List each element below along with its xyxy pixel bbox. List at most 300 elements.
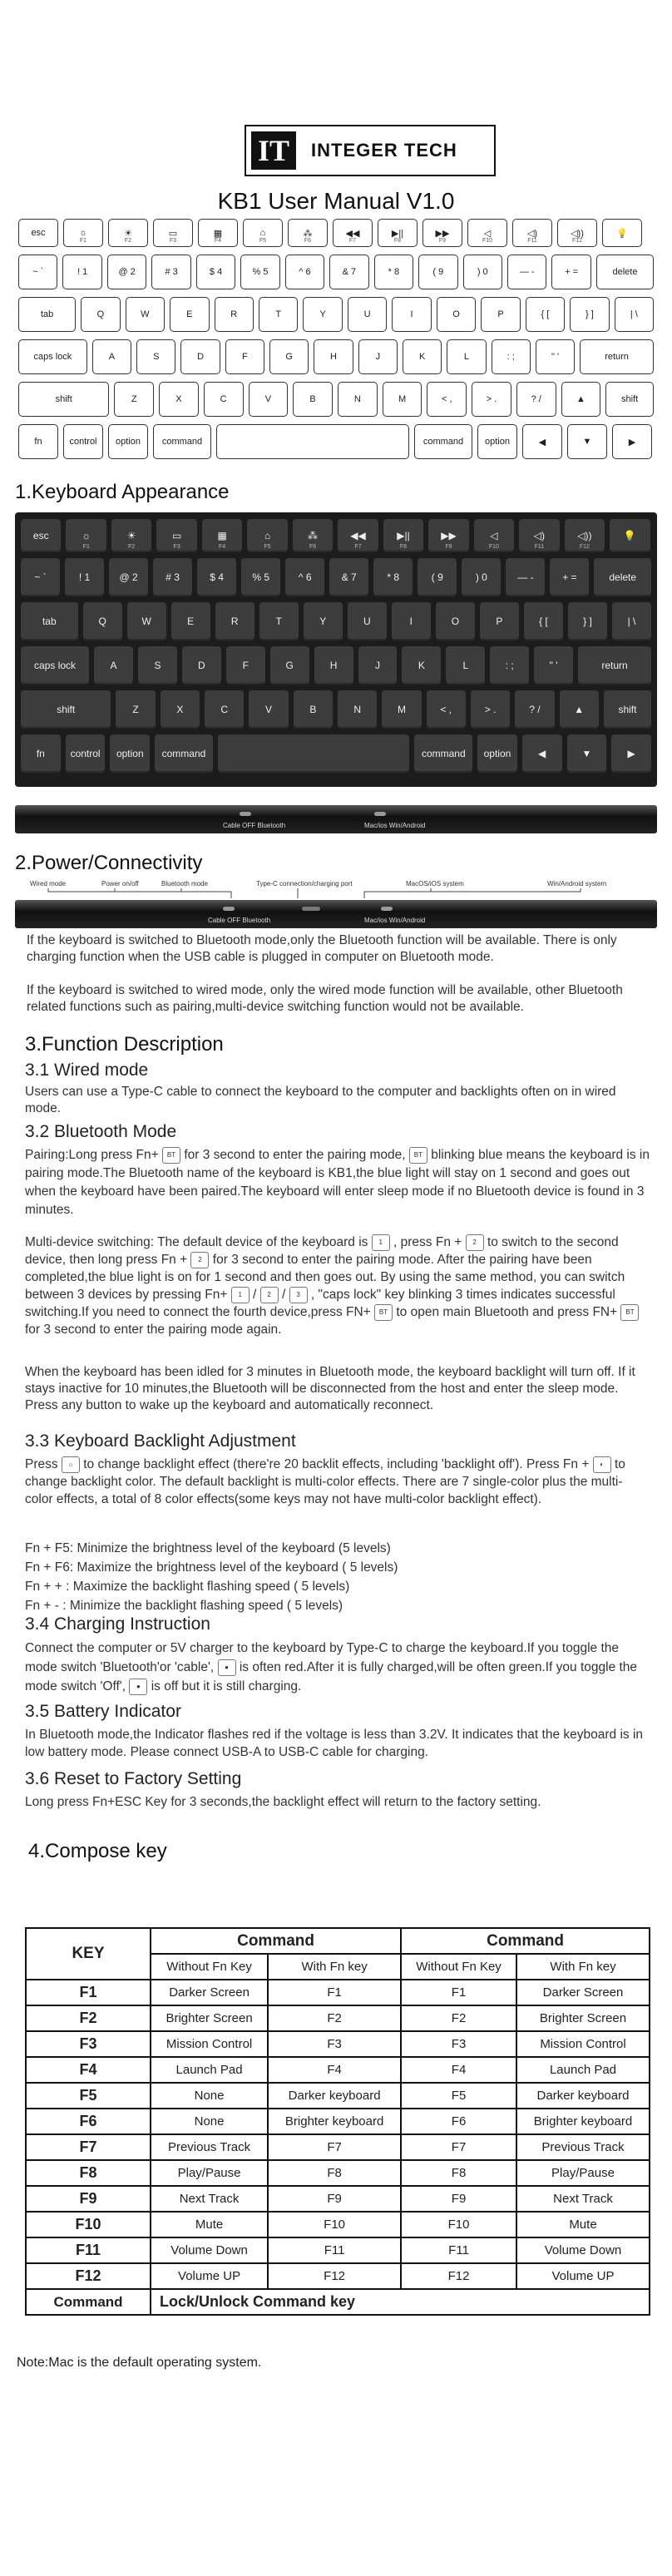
- key-photo-row4-11: [534, 646, 573, 685]
- table-cell: Launch Pad: [151, 2057, 268, 2083]
- label-winandroid: Win/Android system: [547, 880, 607, 888]
- key-outline-row2-4: [196, 255, 235, 289]
- shortcut-line: Fn + F6: Maximize the brightness level of the keyboard ( 5 levels): [25, 1560, 398, 1575]
- key-photo-row3-6: [304, 602, 343, 640]
- key-label: F: [242, 352, 248, 362]
- col-with-fn: With Fn key: [268, 1954, 401, 1980]
- key-outline-row4-6: [314, 339, 353, 374]
- key-sublabel: F6: [309, 544, 317, 550]
- key-label: option: [116, 748, 144, 759]
- key-label: H: [330, 352, 337, 362]
- key-label: G: [285, 660, 294, 671]
- key-label: S: [154, 660, 161, 671]
- key-sublabel: F4: [219, 544, 226, 550]
- key-label: + =: [562, 571, 577, 583]
- table-cell: F4: [401, 2057, 516, 2083]
- key-label: F: [242, 660, 249, 671]
- table-cell: Mute: [516, 2212, 650, 2237]
- key-photo-row3-13: [612, 602, 651, 640]
- key-outline-row1-7: [333, 219, 373, 247]
- key-label: ^ 6: [299, 267, 311, 277]
- table-cell: F8: [26, 2160, 151, 2186]
- color-key-icon: ◐: [593, 1456, 611, 1473]
- key-outline-row4-10: [492, 339, 531, 374]
- key-label: D: [198, 660, 205, 671]
- key-photo-row2-6: [285, 558, 324, 596]
- key-label: L: [463, 352, 469, 362]
- key-label: ▶▶: [441, 530, 457, 541]
- label-typec: Type-C connection/charging port: [256, 880, 353, 888]
- reset-text: Long press Fn+ESC Key for 3 seconds,the backlight effect will return to the factory setting.: [25, 1795, 541, 1809]
- key-label: ? /: [529, 704, 541, 715]
- key-label: ~ `: [32, 267, 44, 277]
- keyboard-row: [21, 602, 651, 640]
- key-photo-row3-7: [348, 602, 387, 640]
- bluetooth-sleep-text: When the keyboard has been idled for 3 minutes in Bluetooth mode, the keyboard backlight will turn off. If it stays inactive for 10 minutes,the Bluetooth will be disconnected from the host and enter the sleep mode. Press any button to wake up the keyboard and automatically reconnect.: [25, 1365, 635, 1412]
- key-label: ▶: [628, 437, 636, 447]
- text-part: for 3 second to enter the pairing mode,: [184, 1148, 406, 1162]
- key-photo-row6-0: [21, 734, 61, 773]
- keyboard-side-view: [15, 805, 657, 833]
- table-cell: F12: [268, 2263, 401, 2289]
- key-label: E: [186, 309, 193, 319]
- col-command: Command: [151, 1928, 401, 1954]
- key-outline-row1-0: [18, 219, 58, 247]
- table-note: Note:Mac is the default operating system.: [17, 2356, 262, 2370]
- key-sublabel: F9: [438, 238, 447, 244]
- text-part: is often red.After it is fully charged,will be often green.If you toggle the mode switch 'Off',: [25, 1660, 638, 1693]
- text-part: blinking blue means the keyboard is in pairing mode.The Bluetooth name of the keyboard is KB1,the blue light will stay on 1 second and goes out when the keyboard have been paired.The keyboard will enter sleep mode if no Bluetooth device is found in 3 minutes.: [25, 1148, 650, 1217]
- key-outline-row6-5: [414, 424, 472, 459]
- key-label: J: [375, 352, 381, 362]
- key-label: J: [374, 660, 380, 671]
- key-photo-row2-0: [21, 558, 60, 596]
- table-cell: Brighter keyboard: [268, 2109, 401, 2134]
- shortcut-line: Fn + + : Maximize the backlight flashing speed ( 5 levels): [25, 1580, 350, 1594]
- cable-bt-label: Cable OFF Bluetooth: [223, 822, 286, 829]
- table-row: [26, 2237, 650, 2263]
- text-part: , press Fn +: [393, 1235, 462, 1249]
- key-label: * 8: [387, 571, 400, 583]
- cable-bt-label-2: Cable OFF Bluetooth: [208, 917, 271, 924]
- keyboard-row: [18, 424, 654, 459]
- key-label: K: [418, 660, 425, 671]
- key-label: # 3: [165, 267, 178, 277]
- key-photo-row1-5: [247, 519, 287, 552]
- table-cell: Volume UP: [516, 2263, 650, 2289]
- key-label: W: [141, 616, 151, 627]
- key-photo-row2-8: [373, 558, 413, 596]
- table-cell: F6: [26, 2109, 151, 2134]
- text-part: is off but it is still charging.: [151, 1679, 302, 1693]
- key-sublabel: F2: [124, 238, 132, 244]
- key-photo-row5-4: [249, 690, 288, 729]
- key-outline-row5-7: [383, 382, 422, 417]
- bt-key-icon: BT: [409, 1147, 427, 1164]
- key-sublabel: F6: [304, 238, 312, 244]
- key-photo-row1-8: [383, 519, 423, 552]
- key-label: M: [398, 394, 407, 404]
- key-label: tab: [40, 309, 54, 319]
- key-photo-row4-2: [138, 646, 177, 685]
- key-label: P: [496, 616, 503, 627]
- col-command: Command: [401, 1928, 650, 1954]
- heading-charging: 3.4 Charging Instruction: [25, 1614, 210, 1634]
- key-sublabel: F10: [488, 544, 499, 550]
- key-outline-row5-3: [204, 382, 244, 417]
- key-label: ⁂: [308, 530, 319, 541]
- key-photo-row6-2: [110, 734, 150, 773]
- key-label: ☼: [82, 530, 91, 541]
- text-part: for 3 second to enter the pairing mode again.: [25, 1323, 282, 1337]
- key-outline-row5-5: [293, 382, 333, 417]
- key-label: Y: [319, 309, 326, 319]
- key-photo-row3-3: [171, 602, 210, 640]
- key-label: " ': [549, 660, 558, 671]
- key-label: ◁: [483, 228, 492, 239]
- section-heading-appearance: 1.Keyboard Appearance: [15, 481, 230, 503]
- key-outline-row5-12: [605, 382, 654, 417]
- key-label: Z: [132, 704, 139, 715]
- keyboard-row: [18, 219, 654, 247]
- key-label: ▶▶: [435, 228, 450, 239]
- table-cell: F10: [401, 2212, 516, 2237]
- key-outline-row5-2: [159, 382, 199, 417]
- table-row: [26, 2212, 650, 2237]
- key-outline-row3-12: [570, 297, 609, 332]
- indicator-icon: ●: [129, 1679, 147, 1695]
- pointer-lines: [15, 887, 657, 900]
- key-label: N: [353, 394, 361, 404]
- key-photo-row6-9: [611, 734, 651, 773]
- key-label: C: [220, 394, 227, 404]
- key-photo-row3-11: [524, 602, 563, 640]
- key-photo-row3-2: [127, 602, 166, 640]
- key-label: X: [176, 704, 184, 715]
- key-label: < ,: [440, 704, 452, 715]
- key-photo-row1-12: [565, 519, 605, 552]
- key-label: { [: [539, 616, 548, 627]
- table-cell: F11: [268, 2237, 401, 2263]
- key-outline-row3-1: [81, 297, 120, 332]
- table-cell: F9: [401, 2186, 516, 2212]
- key-outline-row5-1: [114, 382, 154, 417]
- key-photo-row2-3: [153, 558, 192, 596]
- key-outline-row5-4: [249, 382, 289, 417]
- key-label: : ;: [505, 660, 514, 671]
- key-outline-row6-8: [567, 424, 607, 459]
- key-outline-row2-2: [107, 255, 146, 289]
- key-label: command: [161, 437, 203, 447]
- key-label: ) 0: [475, 571, 487, 583]
- key-label: H: [329, 660, 338, 671]
- power-paragraph-1: If the keyboard is switched to Bluetooth mode,only the Bluetooth function will be available. There is only charging function when the USB cable is plugged in computer on Bluetooth mode.: [27, 933, 617, 964]
- key-outline-row4-8: [403, 339, 442, 374]
- key-label: caps lock: [34, 660, 77, 671]
- device2-key-icon: 2: [190, 1252, 209, 1268]
- table-cell: F5: [401, 2083, 516, 2109]
- key-label: — -: [519, 267, 535, 277]
- key-outline-row1-1: [63, 219, 103, 247]
- key-photo-row5-8: [427, 690, 466, 729]
- key-label: C: [220, 704, 229, 715]
- table-cell: F12: [401, 2263, 516, 2289]
- text-part: to open main Bluetooth and press FN+: [396, 1305, 618, 1319]
- key-photo-row6-6: [477, 734, 517, 773]
- table-cell: F11: [401, 2237, 516, 2263]
- key-outline-row4-1: [92, 339, 131, 374]
- key-photo-row2-12: [550, 558, 589, 596]
- key-label: ⌂: [264, 530, 271, 541]
- key-label: — -: [517, 571, 534, 583]
- key-label: Q: [96, 309, 105, 319]
- keyboard-row: [18, 255, 654, 289]
- key-label: | \: [627, 616, 636, 627]
- col-without-fn: Without Fn Key: [151, 1954, 268, 1980]
- key-label: S: [153, 352, 160, 362]
- key-outline-row3-11: [526, 297, 565, 332]
- key-label: delete: [612, 267, 638, 277]
- key-outline-row3-9: [437, 297, 476, 332]
- key-label: ☀: [124, 228, 132, 239]
- key-label: ! 1: [78, 571, 91, 583]
- key-label: T: [275, 309, 282, 319]
- key-label: ▦: [217, 530, 227, 541]
- logo-name: INTEGER TECH: [311, 140, 457, 161]
- key-label: caps lock: [33, 352, 72, 362]
- key-outline-row2-1: [62, 255, 101, 289]
- key-label: ◁)): [571, 228, 584, 239]
- heading-reset: 3.6 Reset to Factory Setting: [25, 1769, 242, 1788]
- key-label: ▼: [582, 437, 592, 447]
- key-label: M: [397, 704, 406, 715]
- charging-text: [25, 1639, 650, 1696]
- key-photo-row4-12: [578, 646, 651, 685]
- heading-battery: 3.5 Battery Indicator: [25, 1702, 181, 1721]
- key-outline-row4-7: [358, 339, 398, 374]
- table-cell: F2: [268, 2005, 401, 2031]
- col-key: KEY: [26, 1928, 151, 1980]
- key-label: ◀: [538, 748, 546, 759]
- key-photo-row1-11: [519, 519, 559, 552]
- battery-text: In Bluetooth mode,the Indicator flashes red if the voltage is less than 3.2V. It indicates that the keyboard is in low battery mode. Please connect USB-A to USB-C cable for charging.: [25, 1728, 644, 1759]
- key-photo-row3-12: [568, 602, 607, 640]
- key-outline-row2-3: [151, 255, 190, 289]
- key-label: ? /: [531, 394, 541, 404]
- key-label: ◀◀: [350, 530, 366, 541]
- table-row: [26, 2134, 650, 2160]
- table-cell: F3: [401, 2031, 516, 2057]
- section-heading-function: 3.Function Description: [25, 1033, 224, 1056]
- key-label: option: [116, 437, 141, 447]
- key-outline-row1-6: [288, 219, 328, 247]
- key-label: ⁂: [303, 228, 313, 239]
- key-outline-row3-6: [303, 297, 342, 332]
- key-outline-row1-4: [198, 219, 238, 247]
- key-label: fn: [34, 437, 42, 447]
- table-cell: F2: [401, 2005, 516, 2031]
- key-label: ▼: [581, 748, 592, 759]
- table-cell: F7: [26, 2134, 151, 2160]
- key-photo-row6-8: [567, 734, 607, 773]
- key-label: } ]: [583, 616, 592, 627]
- key-label: B: [309, 704, 317, 715]
- key-label: return: [605, 352, 629, 362]
- key-photo-row5-2: [161, 690, 200, 729]
- key-outline-row4-4: [225, 339, 264, 374]
- key-label: $ 4: [209, 267, 223, 277]
- key-label: T: [275, 616, 282, 627]
- keyboard-row: [21, 690, 651, 729]
- table-cell: F1: [401, 1980, 516, 2005]
- table-cell: F3: [26, 2031, 151, 2057]
- key-photo-row6-4: [218, 734, 410, 773]
- key-label: return: [601, 660, 628, 671]
- key-outline-row2-12: [551, 255, 590, 289]
- table-cell: F1: [268, 1980, 401, 2005]
- table-cell: F9: [268, 2186, 401, 2212]
- key-label: I: [409, 616, 413, 627]
- key-sublabel: F11: [527, 238, 537, 244]
- key-photo-row1-7: [338, 519, 378, 552]
- text-part: Press: [25, 1457, 58, 1471]
- table-row: [26, 2031, 650, 2057]
- table-cell: Lock/Unlock Command key: [151, 2289, 650, 2315]
- key-outline-row6-3: [153, 424, 211, 459]
- section-heading-power: 2.Power/Connectivity: [15, 852, 203, 874]
- table-cell: Brighter Screen: [151, 2005, 268, 2031]
- os-switch: [374, 812, 386, 816]
- bt-key-icon: BT: [374, 1304, 393, 1321]
- keyboard-row: [21, 734, 651, 773]
- table-row: [26, 1980, 650, 2005]
- table-cell: Darker Screen: [516, 1980, 650, 2005]
- key-outline-row2-8: [374, 255, 413, 289]
- key-label: ▲: [576, 394, 586, 404]
- key-outline-row2-13: [596, 255, 654, 289]
- table-cell: Darker keyboard: [268, 2083, 401, 2109]
- backlight-shortcuts: [25, 1539, 650, 1615]
- key-sublabel: F3: [173, 544, 180, 550]
- key-label: $ 4: [210, 571, 224, 583]
- key-label: control: [70, 748, 101, 759]
- key-photo-row2-13: [594, 558, 651, 596]
- logo-mark: IT: [251, 131, 296, 170]
- page-title: KB1 User Manual V1.0: [217, 188, 455, 214]
- key-label: ) 0: [477, 267, 488, 277]
- key-label: command: [422, 437, 464, 447]
- key-photo-row4-5: [270, 646, 309, 685]
- key-sublabel: F3: [169, 238, 177, 244]
- mode-switch-2: [223, 907, 235, 911]
- key-label: ▶||: [397, 530, 410, 541]
- key-outline-row1-5: [243, 219, 283, 247]
- bluetooth-multidevice-text: [25, 1234, 650, 1338]
- key-label: G: [285, 352, 293, 362]
- key-photo-row2-7: [329, 558, 368, 596]
- text-part: to switch to the second device, then long press Fn +: [25, 1235, 619, 1267]
- key-outline-row6-2: [108, 424, 148, 459]
- keyboard-row: [18, 297, 654, 332]
- key-photo-row6-3: [155, 734, 213, 773]
- table-cell: Brighter Screen: [516, 2005, 650, 2031]
- key-photo-row5-1: [116, 690, 155, 729]
- key-outline-row1-2: [108, 219, 148, 247]
- key-outline-row2-9: [418, 255, 457, 289]
- key-outline-row2-6: [285, 255, 324, 289]
- key-outline-row6-6: [477, 424, 517, 459]
- key-photo-row3-1: [83, 602, 122, 640]
- table-row: [26, 2005, 650, 2031]
- key-outline-row5-0: [18, 382, 109, 417]
- key-outline-row3-10: [481, 297, 520, 332]
- key-outline-row2-11: [507, 255, 546, 289]
- key-sublabel: F8: [399, 544, 408, 550]
- key-photo-row3-9: [436, 602, 475, 640]
- key-outline-row3-13: [615, 297, 654, 332]
- key-sublabel: F12: [579, 544, 590, 550]
- key-sublabel: F1: [82, 544, 90, 550]
- table-cell: Mute: [151, 2212, 268, 2237]
- key-label: 💡: [616, 228, 628, 239]
- key-label: fn: [36, 748, 45, 759]
- table-row: [26, 2186, 650, 2212]
- key-sublabel: F4: [214, 238, 222, 244]
- key-photo-row2-5: [241, 558, 280, 596]
- key-outline-row4-3: [180, 339, 220, 374]
- key-outline-row3-7: [348, 297, 387, 332]
- key-label: ~ `: [34, 571, 47, 583]
- label-wired: Wired mode: [30, 880, 67, 888]
- key-photo-row2-1: [65, 558, 104, 596]
- heading-wired: 3.1 Wired mode: [25, 1061, 149, 1080]
- table-cell: F3: [268, 2031, 401, 2057]
- key-label: B: [309, 394, 316, 404]
- key-outline-row1-13: [602, 219, 642, 247]
- key-outline-row1-11: [512, 219, 552, 247]
- backlight-text: [25, 1456, 650, 1508]
- key-label: * 8: [388, 267, 400, 277]
- key-photo-row5-0: [21, 690, 111, 729]
- key-label: shift: [55, 394, 72, 404]
- key-photo-row3-10: [480, 602, 519, 640]
- table-row: [26, 2057, 650, 2083]
- keyboard-row: [18, 382, 654, 417]
- keyboard-row: [18, 339, 654, 374]
- key-outline-row2-5: [240, 255, 279, 289]
- key-photo-row5-7: [382, 690, 421, 729]
- shortcut-line: Fn + - : Minimize the backlight flashing speed ( 5 levels): [25, 1599, 343, 1613]
- key-label: % 5: [252, 571, 270, 583]
- key-label: ◁): [533, 530, 545, 541]
- text-part: Pairing:Long press Fn+: [25, 1148, 159, 1162]
- key-sublabel: F10: [482, 238, 493, 244]
- key-outline-row6-4: [216, 424, 409, 459]
- device3-key-icon: 3: [289, 1287, 308, 1303]
- key-label: ☼: [78, 228, 88, 238]
- key-sublabel: F8: [393, 238, 402, 244]
- keyboard-row: [21, 646, 651, 685]
- key-label: ( 9: [432, 267, 444, 277]
- key-photo-row3-0: [21, 602, 78, 640]
- key-outline-row3-5: [259, 297, 298, 332]
- brand-logo: [245, 125, 496, 176]
- key-sublabel: F11: [534, 544, 545, 550]
- key-label: # 3: [166, 571, 180, 583]
- table-cell: F12: [26, 2263, 151, 2289]
- key-photo-row4-10: [490, 646, 529, 685]
- key-outline-row4-2: [136, 339, 175, 374]
